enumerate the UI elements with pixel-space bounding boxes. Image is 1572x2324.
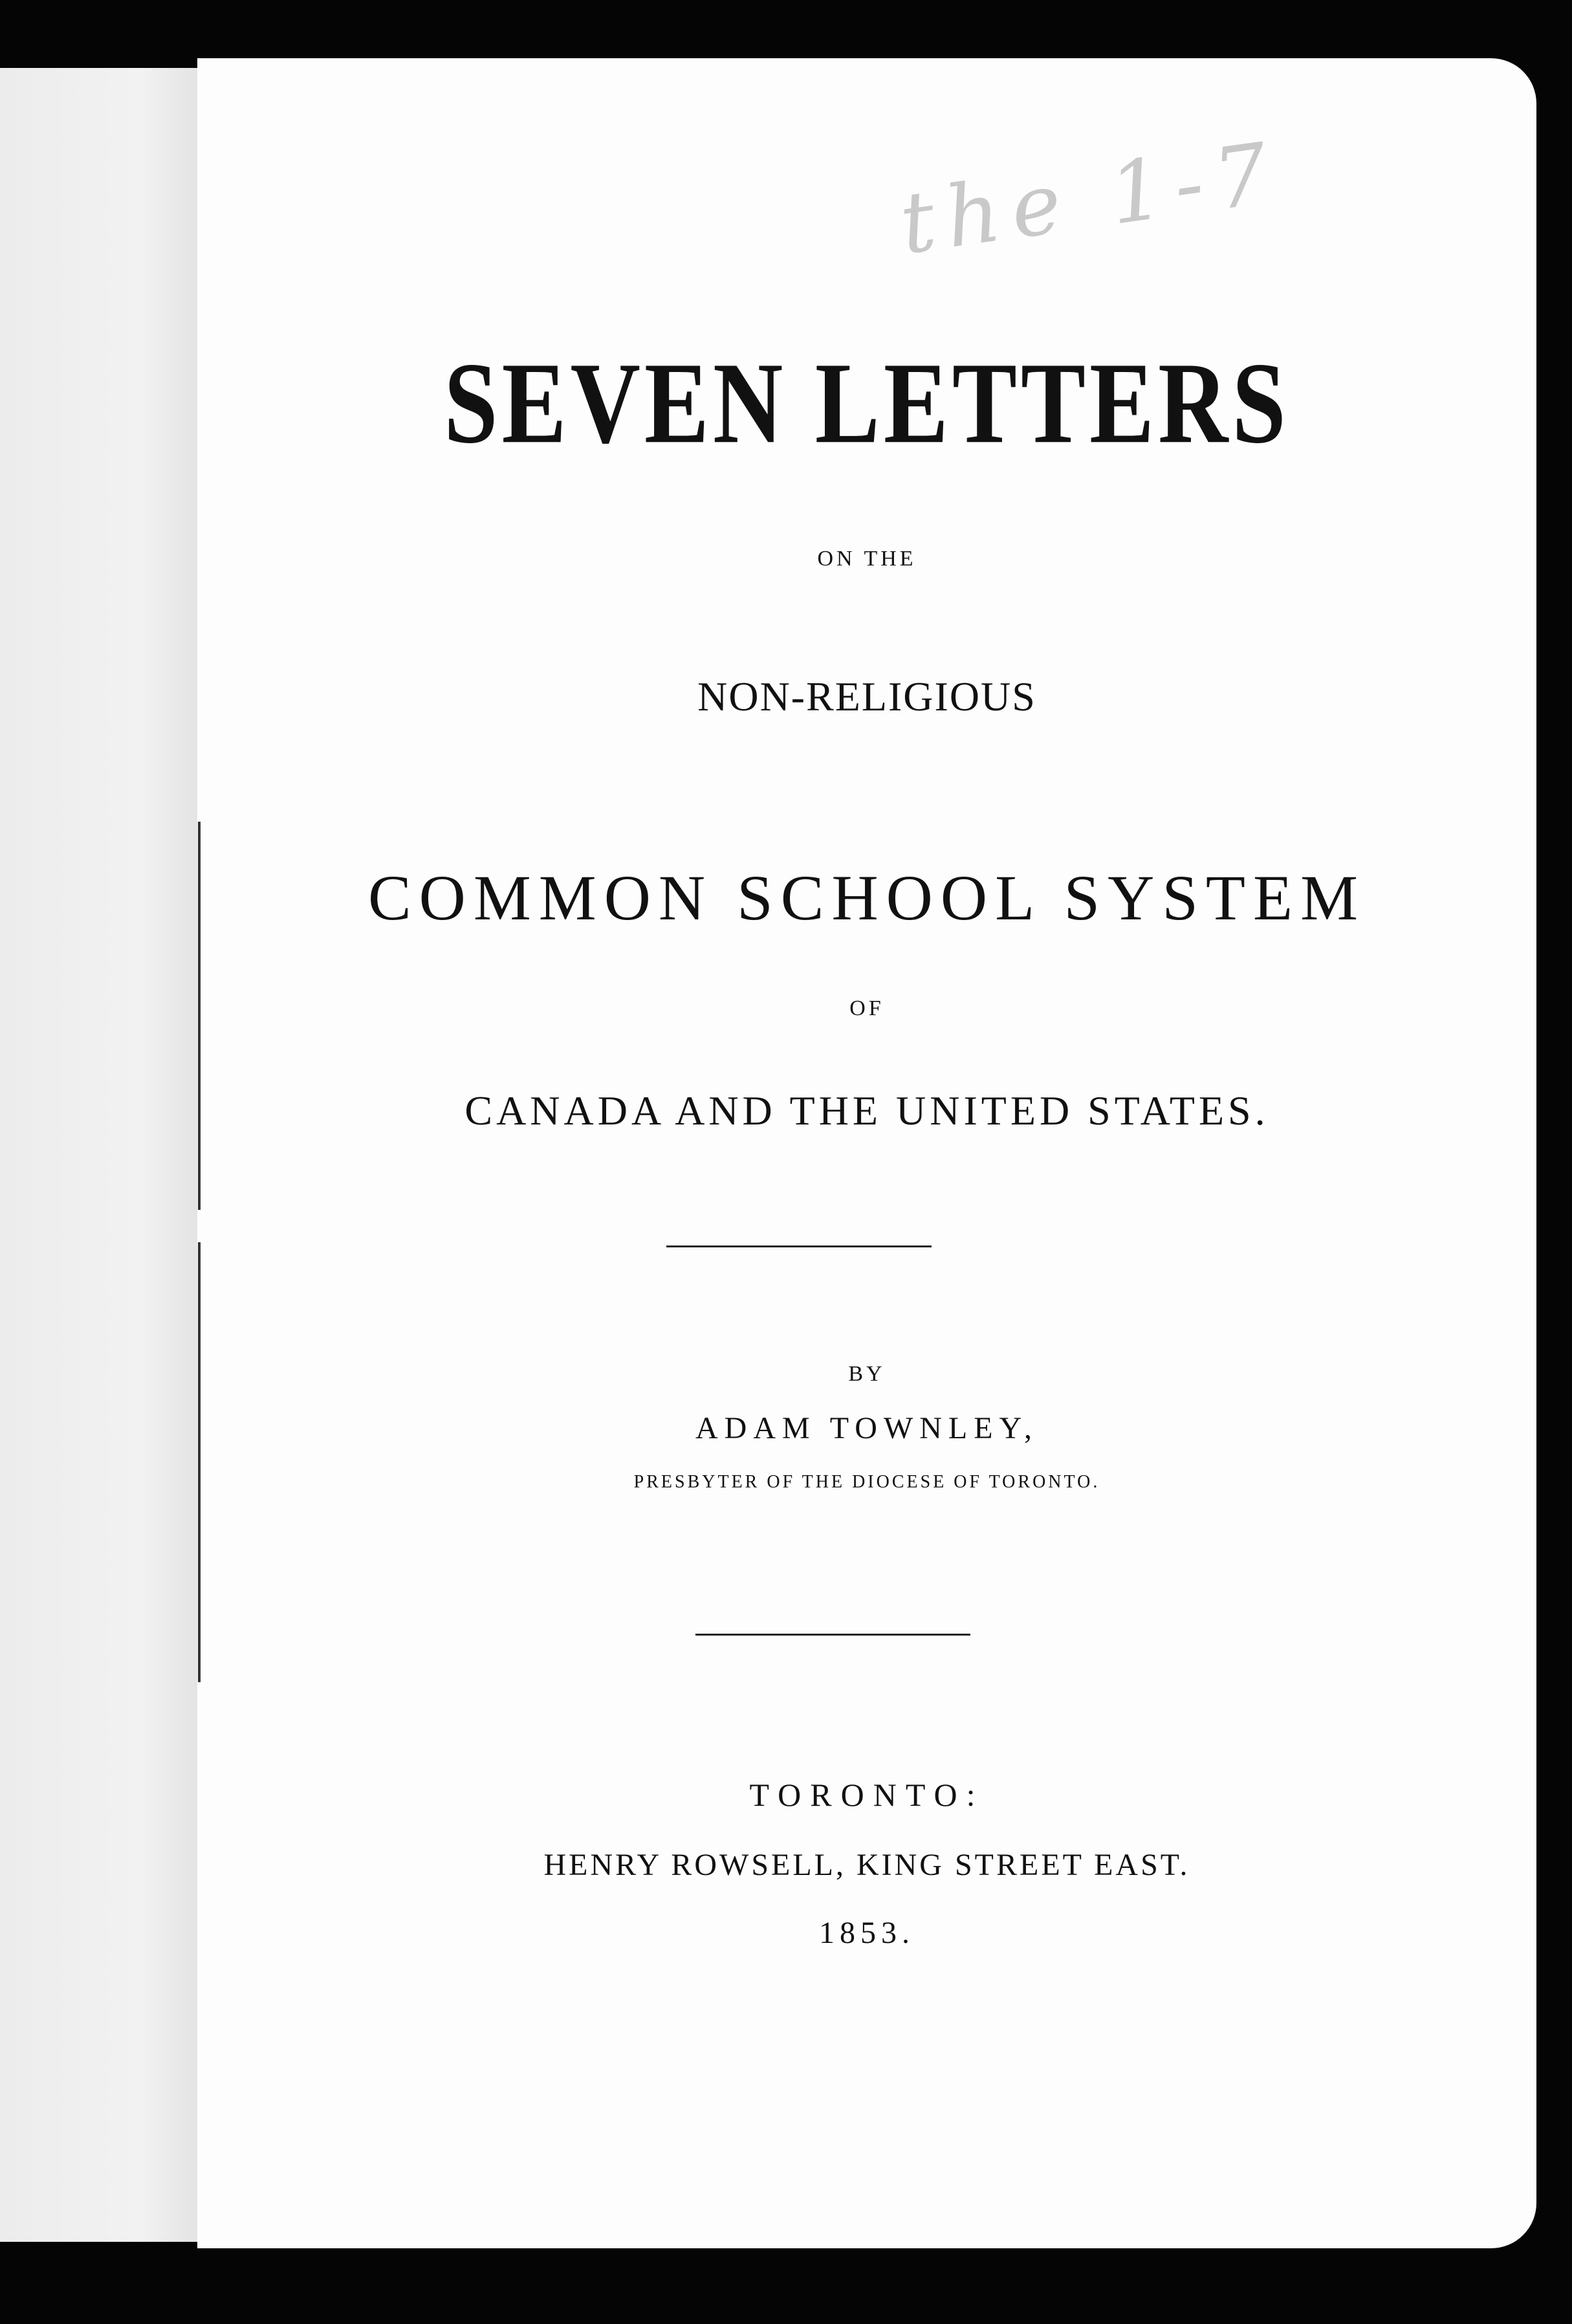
pencil-annotation: the 1-7 [894, 122, 1286, 274]
book-title: SEVEN LETTERS [444, 338, 1290, 468]
subtitle-subject: NON-RELIGIOUS [697, 674, 1036, 719]
subtitle-country: CANADA AND THE UNITED STATES. [464, 1088, 1269, 1134]
title-connector-on-the: ON THE [817, 547, 917, 571]
author-role: PRESBYTER OF THE DIOCESE OF TORONTO. [633, 1472, 1100, 1492]
title-connector-of: OF [849, 996, 884, 1020]
divider-rule [666, 1245, 932, 1247]
author-name: ADAM TOWNLEY, [695, 1411, 1038, 1445]
facing-page-edge [0, 68, 201, 2242]
subtitle-system: COMMON SCHOOL SYSTEM [367, 862, 1366, 934]
publication-place: TORONTO: [749, 1777, 985, 1813]
publisher-name: HENRY ROWSELL, KING STREET EAST. [543, 1848, 1190, 1882]
publication-year: 1853. [819, 1916, 915, 1950]
divider-rule [695, 1634, 970, 1636]
author-by-label: BY [848, 1362, 886, 1386]
binding-crease [198, 1242, 201, 1682]
